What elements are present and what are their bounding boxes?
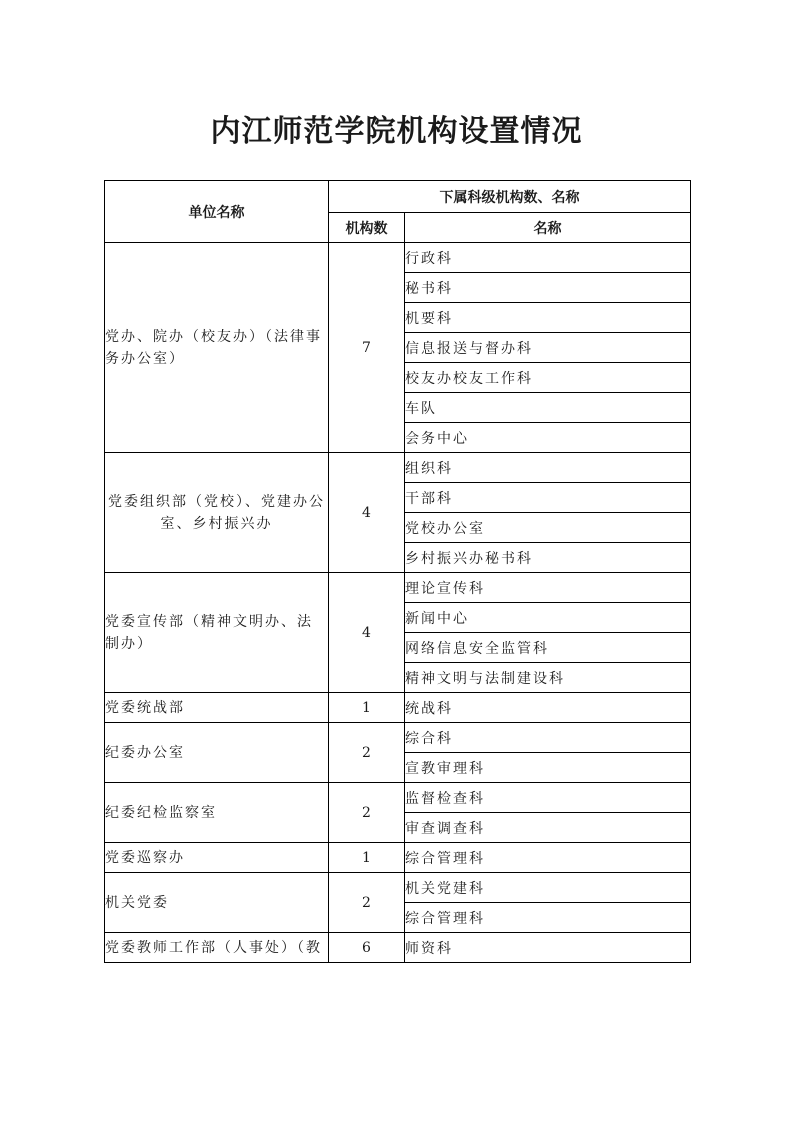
- section-count-cell: 4: [329, 573, 405, 693]
- section-name-cell: 综合科: [405, 723, 691, 753]
- section-name-cell: 信息报送与督办科: [405, 333, 691, 363]
- unit-name-cell: 党办、院办（校友办）（法律事务办公室）: [105, 243, 329, 453]
- section-name-cell: 宣教审理科: [405, 753, 691, 783]
- section-name-cell: 车队: [405, 393, 691, 423]
- section-name-cell: 机要科: [405, 303, 691, 333]
- table-row: [105, 933, 691, 963]
- table-row: [105, 573, 691, 603]
- unit-name-cell: 纪委纪检监察室: [105, 783, 329, 843]
- unit-name-cell: 党委教师工作部（人事处）（教: [105, 933, 329, 963]
- section-name-cell: 秘书科: [405, 273, 691, 303]
- section-name-cell: 党校办公室: [405, 513, 691, 543]
- section-count-cell: 1: [329, 843, 405, 873]
- org-table-body: [105, 243, 691, 963]
- section-name-cell: 组织科: [405, 453, 691, 483]
- section-count-cell: 2: [329, 873, 405, 933]
- unit-name-cell: 党委统战部: [105, 693, 329, 723]
- section-count-cell: 4: [329, 453, 405, 573]
- section-count-cell: 2: [329, 783, 405, 843]
- header-count: 机构数: [329, 213, 405, 243]
- table-row: [105, 783, 691, 813]
- section-name-cell: 乡村振兴办秘书科: [405, 543, 691, 573]
- section-name-cell: 师资科: [405, 933, 691, 963]
- org-table: [104, 180, 691, 963]
- table-row: [105, 243, 691, 273]
- header-sub-group: 下属科级机构数、名称: [329, 181, 691, 213]
- table-row: [105, 873, 691, 903]
- header-unit-name: 单位名称: [105, 181, 329, 243]
- section-name-cell: 综合管理科: [405, 903, 691, 933]
- section-count-cell: 1: [329, 693, 405, 723]
- table-row: [105, 453, 691, 483]
- section-name-cell: 监督检查科: [405, 783, 691, 813]
- section-name-cell: 校友办校友工作科: [405, 363, 691, 393]
- unit-name-cell: 纪委办公室: [105, 723, 329, 783]
- section-name-cell: 审查调查科: [405, 813, 691, 843]
- section-name-cell: 机关党建科: [405, 873, 691, 903]
- section-name-cell: 精神文明与法制建设科: [405, 663, 691, 693]
- unit-name-cell: 党委巡察办: [105, 843, 329, 873]
- table-row: [105, 723, 691, 753]
- page-title: 内江师范学院机构设置情况: [210, 114, 583, 149]
- section-count-cell: 2: [329, 723, 405, 783]
- unit-name-cell: 党委宣传部（精神文明办、法制办）: [105, 573, 329, 693]
- section-count-cell: 7: [329, 243, 405, 453]
- section-name-cell: 行政科: [405, 243, 691, 273]
- section-name-cell: 干部科: [405, 483, 691, 513]
- section-name-cell: 综合管理科: [405, 843, 691, 873]
- table-row: [105, 843, 691, 873]
- section-name-cell: 网络信息安全监管科: [405, 633, 691, 663]
- unit-name-cell: 党委组织部（党校）、党建办公室、乡村振兴办: [105, 453, 329, 573]
- section-name-cell: 理论宣传科: [405, 573, 691, 603]
- section-name-cell: 会务中心: [405, 423, 691, 453]
- header-name: 名称: [405, 213, 691, 243]
- section-name-cell: 新闻中心: [405, 603, 691, 633]
- section-count-cell: 6: [329, 933, 405, 963]
- unit-name-cell: 机关党委: [105, 873, 329, 933]
- section-name-cell: 统战科: [405, 693, 691, 723]
- table-row: [105, 693, 691, 723]
